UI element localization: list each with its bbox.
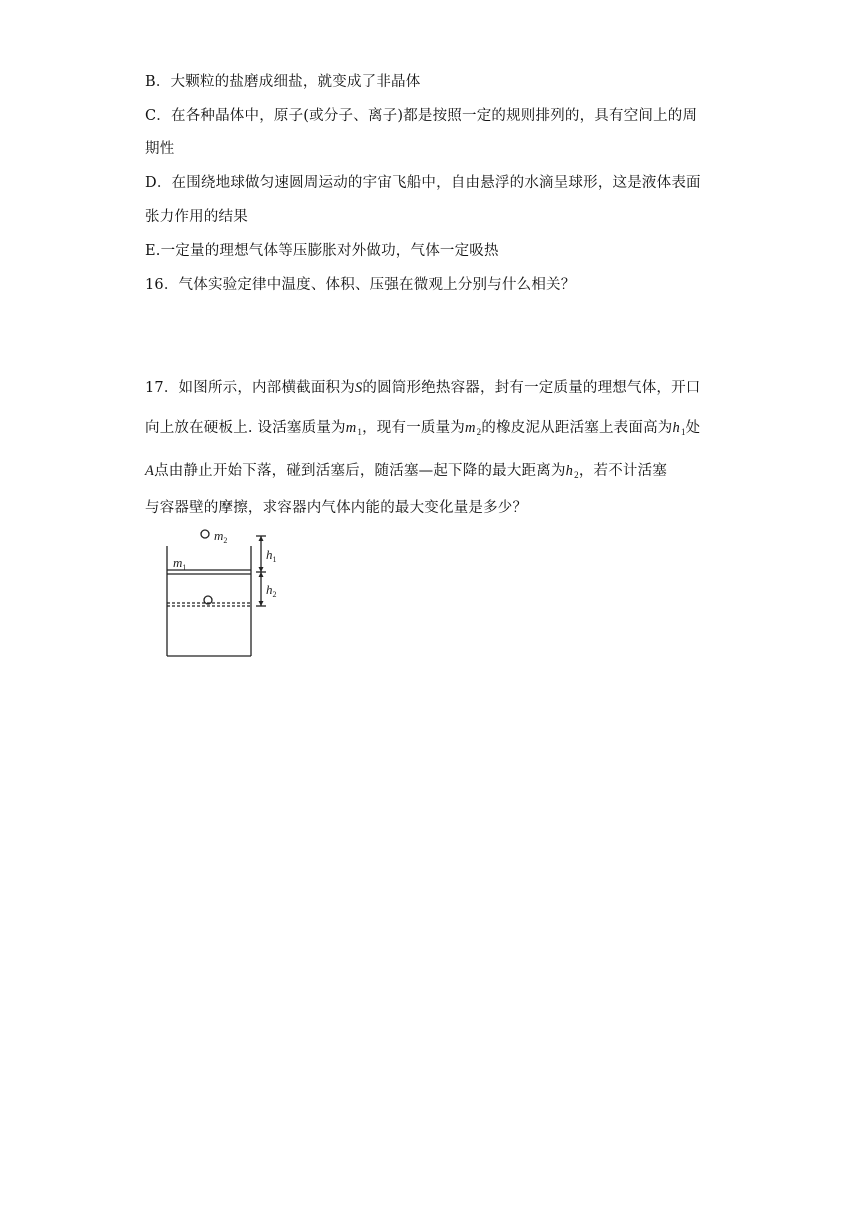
- mass-m1: [346, 420, 362, 436]
- container-diagram: [162, 526, 287, 660]
- point-a: A: [145, 463, 155, 479]
- q17-text: 的橡皮泥从距活塞上表面高为: [481, 420, 673, 436]
- question-17-line2: [145, 418, 700, 442]
- label-h1: $h_1$: [266, 547, 277, 564]
- q17-text: 17．如图所示，内部横截面积为: [145, 380, 355, 396]
- clay-ball-start: [201, 530, 209, 538]
- height-h2: [566, 463, 579, 479]
- subscript: 1: [680, 427, 686, 437]
- option-c-line2: 期性: [145, 141, 175, 157]
- area-symbol: S: [354, 380, 363, 396]
- mass-m2: [465, 420, 481, 436]
- arrow: [259, 536, 264, 541]
- h-symbol: h: [672, 420, 680, 436]
- subscript: 2: [574, 470, 579, 480]
- question-17-line3: [145, 461, 667, 485]
- option-b: B．大颗粒的盐磨成细盐，就变成了非晶体: [145, 74, 421, 90]
- label-m2: $m_2$: [214, 528, 228, 545]
- question-17-line4: 与容器壁的摩擦，求容器内气体内能的最大变化量是多少？: [145, 500, 528, 516]
- m-symbol: m: [345, 420, 357, 436]
- option-d-line2: 张力作用的结果: [145, 209, 248, 225]
- arrow: [259, 567, 264, 572]
- subscript: 1: [357, 427, 363, 437]
- h-symbol: h: [565, 463, 574, 479]
- height-h1: [672, 420, 685, 436]
- arrow: [259, 572, 264, 577]
- q17-text: 点由静止开始下落，碰到活塞后，随活塞—起下降的最大距离为: [154, 463, 566, 479]
- q17-text: 处: [685, 420, 701, 436]
- arrow: [259, 601, 264, 606]
- question-16: 16．气体实验定律中温度、体积、压强在微观上分别与什么相关？: [145, 277, 576, 293]
- q17-text: ，现有一质量为: [362, 420, 465, 436]
- label-h2: $h_2$: [266, 582, 277, 599]
- option-d-line1: D．在围绕地球做匀速圆周运动的宇宙飞船中，自由悬浮的水滴呈球形，这是液体表面: [145, 175, 701, 191]
- question-17-line1: [145, 378, 701, 398]
- m-symbol: m: [465, 420, 476, 436]
- q17-text: 向上放在硬板上. 设活塞质量为: [145, 420, 346, 436]
- option-e: E.一定量的理想气体等压膨胀对外做功，气体一定吸热: [145, 243, 499, 259]
- option-c-line1: C．在各种晶体中，原子(或分子、离子)都是按照一定的规则排列的，具有空间上的周: [145, 108, 698, 124]
- q17-text: ，若不计活塞: [578, 463, 668, 479]
- q17-text: 的圆筒形绝热容器，封有一定质量的理想气体，开口: [362, 380, 701, 396]
- label-m1: $m_1$: [173, 555, 187, 572]
- subscript: 2: [476, 427, 482, 437]
